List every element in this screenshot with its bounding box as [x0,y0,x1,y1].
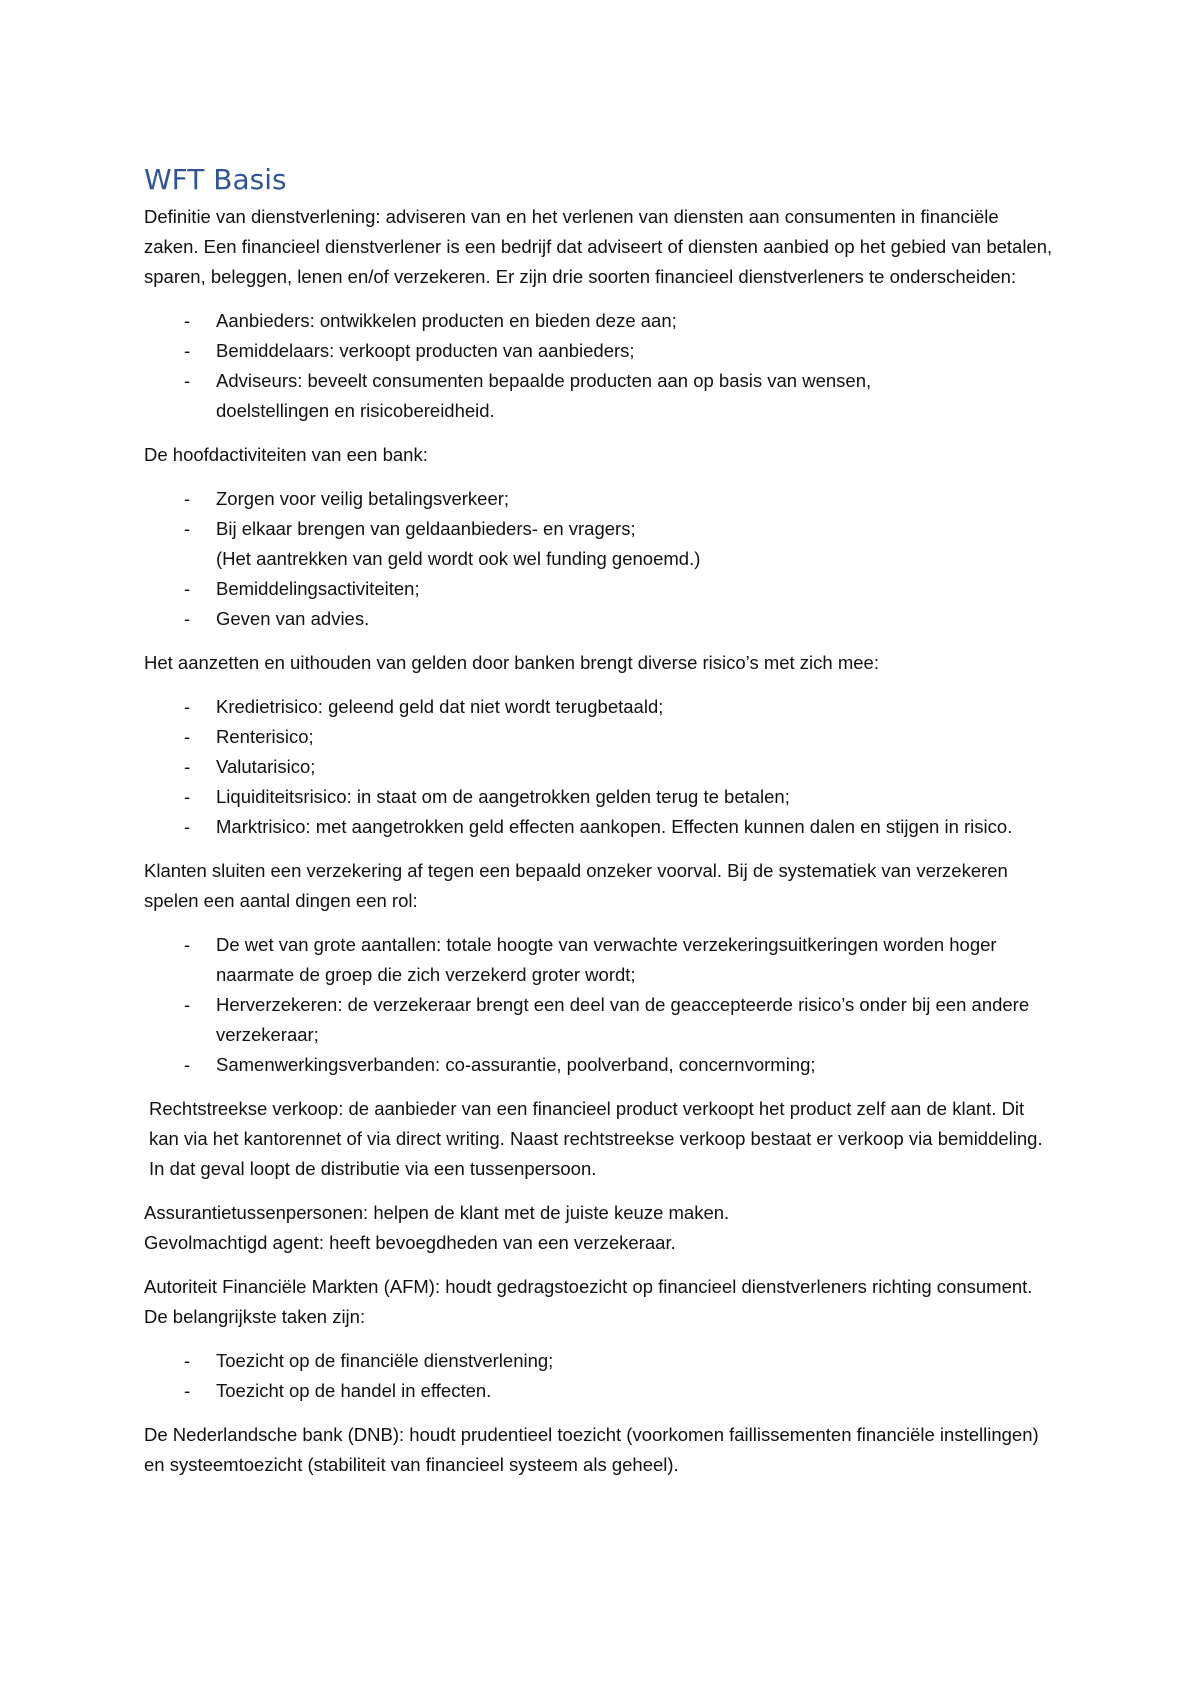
dash-bullet: - [184,518,191,539]
afm-heading: Autoriteit Financiële Markten (AFM): houdt gedragstoezicht op financieel dienstverleners richting consument. De belangrijkste taken zijn: [144,1276,1033,1327]
risks-list [144,692,1056,842]
list-item-text: Aanbieders: ontwikkelen producten en bieden deze aan; [216,310,677,331]
list-item [144,990,1056,1050]
list-item-text: Toezicht op de financiële dienstverlening; [216,1350,554,1371]
list-item-text: Bemiddelingsactiviteiten; [216,578,420,599]
list-item-text: Renterisico; [216,726,314,747]
list-item [144,514,1056,574]
list-item-text: Valutarisico; [216,756,316,777]
afm-tasks-list [144,1346,1056,1406]
list-item [144,722,1056,752]
intermediary-line-1: Assurantietussenpersonen: helpen de klant met de juiste keuze maken. [144,1202,730,1223]
dash-bullet: - [184,310,191,331]
list-item [144,336,1056,366]
dash-bullet: - [184,1380,191,1401]
dash-bullet: - [184,816,191,837]
dash-bullet: - [184,488,191,509]
dash-bullet: - [184,340,191,361]
list-item-text: Toezicht op de handel in effecten. [216,1380,492,1401]
list-item-text: Kredietrisico: geleend geld dat niet wordt terugbetaald; [216,696,664,717]
dash-bullet: - [184,608,191,629]
list-item-text: Geven van advies. [216,608,370,629]
dash-bullet: - [184,934,191,955]
list-item [144,930,1056,990]
list-item [144,366,1056,426]
list-item [144,574,1056,604]
list-item-note: (Het aantrekken van geld wordt ook wel funding genoemd.) [216,548,701,569]
list-item-text: De wet van grote aantallen: totale hoogte van verwachte verzekeringsuitkeringen worden hoger naarmate de groep die zich verzekerd groter wordt; [216,934,997,985]
dash-bullet: - [184,1350,191,1371]
dash-bullet: - [184,696,191,717]
dash-bullet: - [184,756,191,777]
list-item [144,1346,1056,1376]
dash-bullet: - [184,370,191,391]
list-item [144,692,1056,722]
dnb-paragraph: De Nederlandsche bank (DNB): houdt prudentieel toezicht (voorkomen faillissementen financiële instellingen) en systeemtoezicht (stabiliteit van financieel systeem als geheel). [144,1424,1039,1475]
list-item-text: Samenwerkingsverbanden: co-assurantie, poolverband, concernvorming; [216,1054,816,1075]
list-item [144,1376,1056,1406]
list-item [144,812,1056,842]
dash-bullet: - [184,578,191,599]
document-page [144,160,1056,1494]
list-item-text: Zorgen voor veilig betalingsverkeer; [216,488,510,509]
intro-paragraph: Definitie van dienstverlening: adviseren van en het verlenen van diensten aan consumenten in financiële zaken. Een financieel dienstverlener is een bedrijf dat adviseert of diensten aanbied op het gebied van betalen, sparen, beleggen, lenen en/of verzekeren. Er zijn drie soorten financieel dienstverleners te onderscheiden: [144,206,1053,287]
insurance-list [144,930,1056,1080]
list-item-text: Herverzekeren: de verzekeraar brengt een deel van de geaccepteerde risico’s onder bij een andere verzekeraar; [216,994,1030,1045]
insurance-heading: Klanten sluiten een verzekering af tegen een bepaald onzeker voorval. Bij de systematiek van verzekeren spelen een aantal dingen een rol: [144,860,1008,911]
list-item [144,752,1056,782]
list-item [144,484,1056,514]
list-item-text: Adviseurs: beveelt consumenten bepaalde producten aan op basis van wensen, doelstellingen en risicobereidheid. [216,370,872,421]
risk-heading: Het aanzetten en uithouden van gelden door banken brengt diverse risico’s met zich mee: [144,652,879,673]
list-item [144,1050,1056,1080]
list-item [144,306,1056,336]
bank-heading: De hoofdactiviteiten van een bank: [144,444,428,465]
list-item-text: Liquiditeitsrisico: in staat om de aangetrokken gelden terug te betalen; [216,786,790,807]
list-item-text: Marktrisico: met aangetrokken geld effecten aankopen. Effecten kunnen dalen en stijgen in risico. [216,816,1013,837]
dash-bullet: - [184,786,191,807]
bank-activities-list [144,484,1056,634]
document-title: WFT Basis [144,163,287,196]
direct-sales-paragraph: Rechtstreekse verkoop: de aanbieder van een financieel product verkoopt het product zelf aan de klant. Dit kan via het kantorennet of via direct writing. Naast rechtstreekse verkoop bestaat er verkoop via bemiddeling. In dat geval loopt de distributie via een tussenpersoon. [149,1098,1043,1179]
list-item-text: Bemiddelaars: verkoopt producten van aanbieders; [216,340,635,361]
list-item [144,782,1056,812]
dash-bullet: - [184,1054,191,1075]
list-item [144,604,1056,634]
intermediary-line-2: Gevolmachtigd agent: heeft bevoegdheden van een verzekeraar. [144,1232,676,1253]
list-item-text: Bij elkaar brengen van geldaanbieders- en vragers; [216,518,636,539]
providers-list [144,306,1056,426]
dash-bullet: - [184,726,191,747]
dash-bullet: - [184,994,191,1015]
